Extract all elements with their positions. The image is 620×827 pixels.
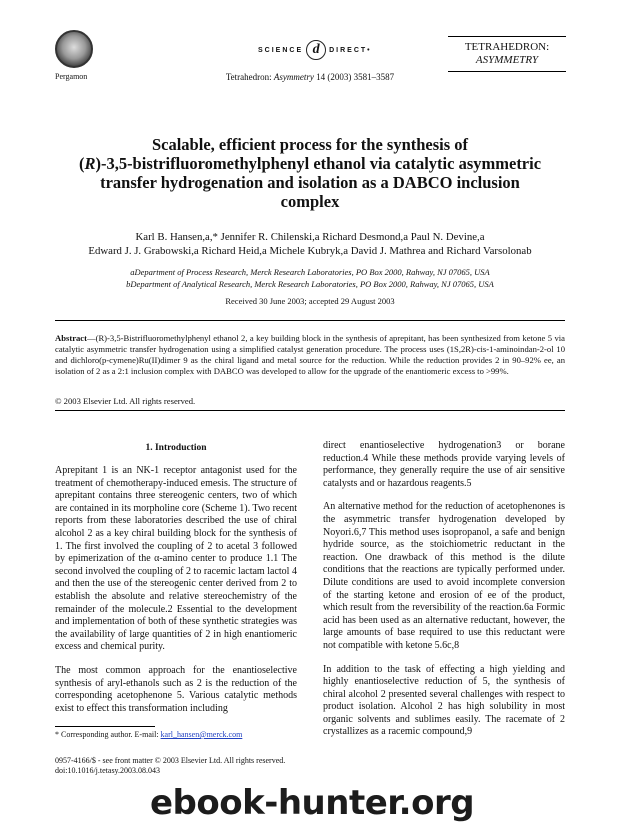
left-column xyxy=(55,465,297,726)
abstract-rule-bottom xyxy=(55,410,565,411)
paragraph: An alternative method for the reduction of acetophenones is the asymmetric transfer hydrogenation developed by Noyori.6,7 This method uses isopropanol, a safe and benign hydride source, as the stoichiometric reductant in the reaction. One drawback of this method is the dilute conditions that the reactions are typically performed under. Dilute conditions are used to avoid incomplete conversion of the starting ketone and erosion of ee of the product, which result from the reversibility of the reaction.6a Formic acid has been used as an alternative reductant, however, the large amounts of base required to use this reductant were not compatible with ketone 5.6c,8 xyxy=(323,501,565,651)
author-email-link[interactable]: karl_hansen@merck.com xyxy=(160,730,243,739)
abstract-text: —(R)-3,5-Bistrifluoromethylphenyl ethanol 2, a key building block in the synthesis of aprepitant, has been synthesized from ketone 5 via catalytic asymmetric transfer hydrogenation using a simplified catalyst generation procedure. The process uses (1S,2R)-cis-1-aminoindan-2-ol 10 and dichloro(p-cymene)Ru(II)dimer 9 as the chiral ligand and metal source for the reduction. While the reduction provides 2 in 90–92% ee, an isolation of 2 as a 2:1 inclusion complex with DABCO was developed to allow for the upgrade of the enantiomeric excess to >99%. xyxy=(55,333,565,376)
journal-subname: ASYMMETRY xyxy=(475,54,539,66)
right-column xyxy=(323,440,565,750)
watermark-text: ebook-hunter.org xyxy=(150,783,475,823)
author-list: Karl B. Hansen,a,* Jennifer R. Chilenski,a Richard Desmond,a Paul N. Devine,a Edward J. J. Grabowski,a Richard Heid,a Michele Kubryk,a David J. Mathrea and Richard Varsolonab xyxy=(88,231,532,257)
sd-d-icon: d xyxy=(306,40,326,60)
sd-right-text: DIRECT• xyxy=(329,46,372,54)
paragraph: In addition to the task of effecting a high yielding and highly enantioselective reduction of 5, the synthesis of chiral alcohol 2 presented several challenges with respect to product isolation. Alcohol 2 has high solubility in most organic solvents and sublimes easily. The racemate of 2 crystallizes as a racemic compound,9 xyxy=(323,663,565,738)
paragraph: direct enantioselective hydrogenation3 or borane reduction.4 While these methods provide varying levels of performance, they generally require the use of air sensitive catalysts and or hazardous reagents.5 xyxy=(323,440,565,489)
sd-left-text: SCIENCE xyxy=(258,46,304,54)
section-heading: 1. Introduction xyxy=(145,443,207,453)
affiliations: aDepartment of Process Research, Merck Research Laboratories, PO Box 2000, Rahway, NJ 07065, USA bDepartment of Analytical Research, Merck Research Laboratories, PO Box 2000, Rahway, NJ 07065, USA xyxy=(126,267,494,289)
article-title: Scalable, efficient process for the synthesis of (R)-3,5-bistrifluoromethylphenyl ethanol via catalytic asymmetric transfer hydrogenation and isolation as a DABCO inclusion complex xyxy=(78,135,542,211)
paragraph: The most common approach for the enantioselective synthesis of aryl-ethanols such as 2 is the reduction of the corresponding acetophenone 5. Various catalytic methods exist to effect this transformation including xyxy=(55,664,297,714)
journal-citation: Tetrahedron: Asymmetry 14 (2003) 3581–3587 xyxy=(225,72,395,82)
received-dates: Received 30 June 2003; accepted 29 August 2003 xyxy=(225,296,395,306)
elsevier-tree-logo-icon xyxy=(55,30,93,68)
abstract-copyright: © 2003 Elsevier Ltd. All rights reserved. xyxy=(55,396,196,406)
corresponding-author-footnote: * Corresponding author. E-mail: karl_hansen@merck.com xyxy=(55,730,243,739)
front-matter: 0957-4166/$ - see front matter © 2003 Elsevier Ltd. All rights reserved. doi:10.1016/j.tetasy.2003.08.043 xyxy=(55,756,286,775)
paragraph: Aprepitant 1 is an NK-1 receptor antagonist used for the treatment of chemotherapy-induced emesis. The structure of aprepitant contains three stereogenic centers, two of which are contained in its morpholine core (Scheme 1). Two recent reports from these laboratories described the use of chiral alcohol 2 as a key chiral building block for the synthesis of 1. The first involved the coupling of 2 to acetal 3 followed by epimerization of the α-amino center to produce 1.1 The second involved the coupling of 2 to racemic lactam lactol 4 and then the use of the stereogenic center derived from 2 to establish the absolute and relative stereochemistry of the remainder of the molecule.2 Essential to the development and implementation of both of these synthetic strategies was the availability of large quantities of 2 in high enantiomeric excess and chemical purity. xyxy=(55,465,297,653)
journal-name-box xyxy=(448,36,566,72)
publisher-name: Pergamon xyxy=(55,72,88,81)
footnote-rule xyxy=(55,726,155,727)
sciencedirect-logo xyxy=(258,40,372,60)
journal-name: TETRAHEDRON: xyxy=(464,41,550,53)
abstract-rule-top xyxy=(55,320,565,321)
abstract-label: Abstract xyxy=(55,333,87,343)
abstract xyxy=(55,333,565,377)
